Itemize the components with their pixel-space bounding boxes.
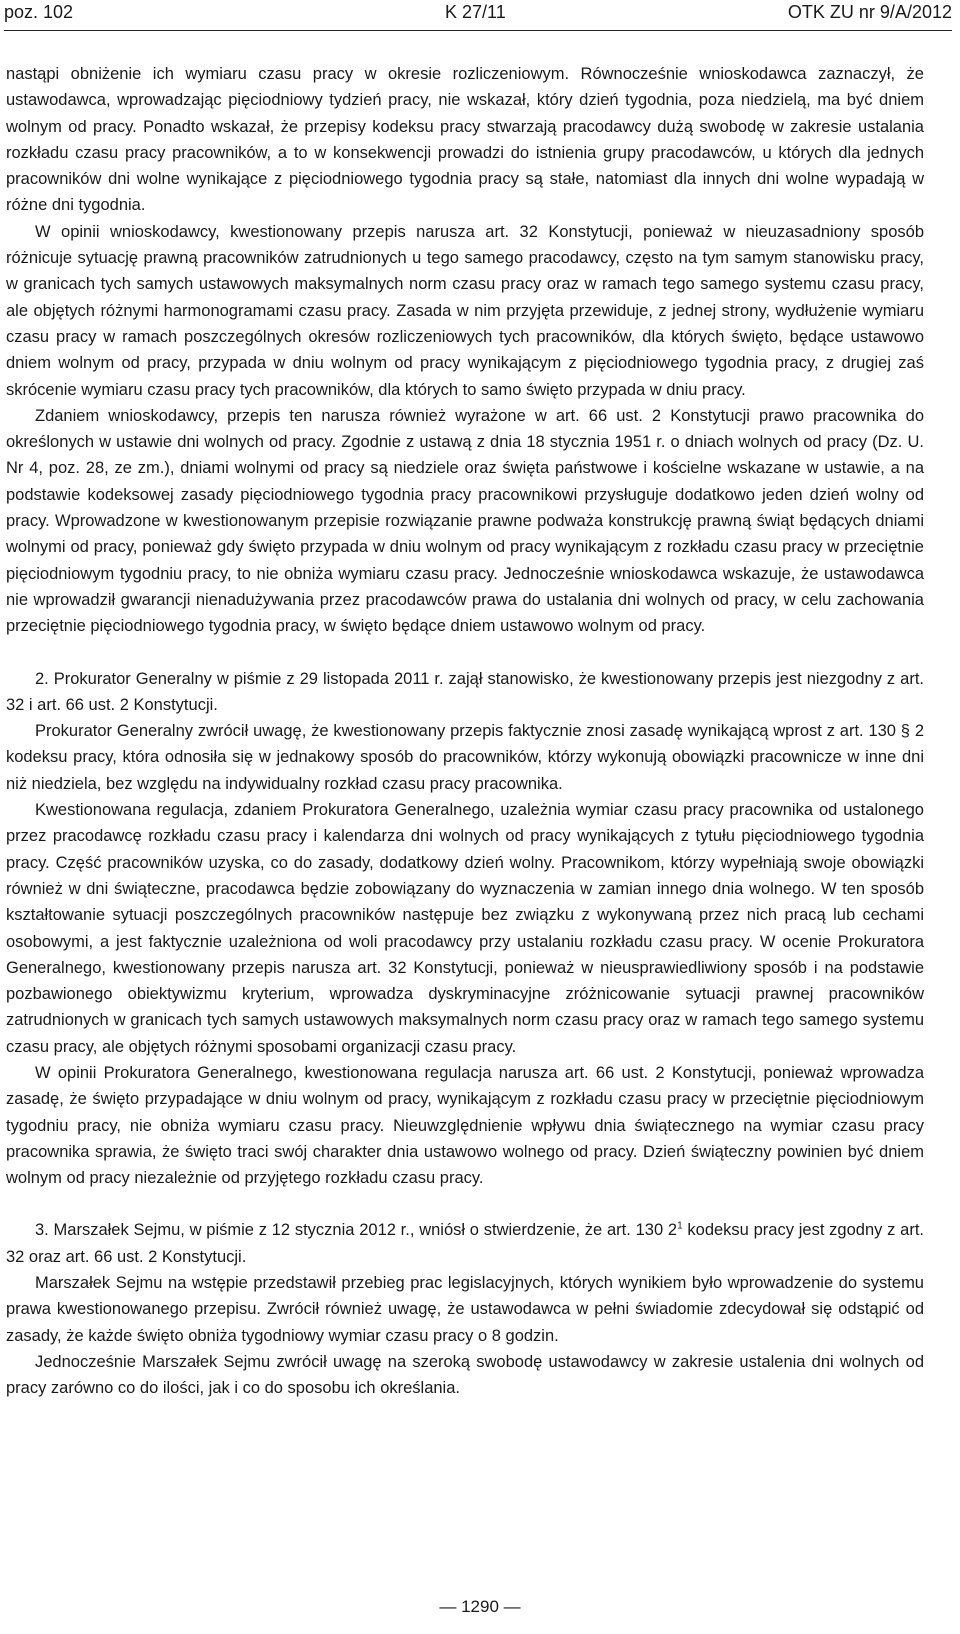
paragraph-9: Marszałek Sejmu na wstępie przedstawił przebieg prac legislacyjnych, których wynikiem było wprowadzenie do systemu prawa kwestionowanego przepisu. Zwrócił również uwagę, że ustawodawca w pełni świadomie zdecydował się odstąpić od zasady, że każde święto obniża tygodniowy wymiar czasu pracy o 8 godzin.: [6, 1274, 924, 1345]
document-body: [6, 61, 924, 1402]
section-gap: [6, 1191, 924, 1217]
paragraph-3: Zdaniem wnioskodawcy, przepis ten narusza również wyrażone w art. 66 ust. 2 Konstytucji prawo pracownika do określonych w ustawie dni wolnych od pracy. Zgodnie z ustawą z dnia 18 stycznia 1951 r. o dniach wolnych od pracy (Dz. U. Nr 4, poz. 28, ze zm.), dniami wolnymi od pracy są niedziele oraz święta państwowe i kościelne wskazane w ustawie, a na podstawie kodeksowej zasady pięciodniowego tygodnia pracy pracownikowi przysługuje dodatkowo jeden dzień wolny od pracy. Wprowadzone w kwestionowanym przepisie rozwiązanie prawne podważa konstrukcję prawną świąt będących dniami wolnymi od pracy, ponieważ gdy święto przypada w dniu wolnym od pracy wynikającym z rozkładu czasu pracy w przeciętnie pięciodniowym tygodniu pracy, to nie obniża wymiaru czasu pracy. Jednocześnie wnioskodawca wskazuje, że ustawodawca nie wprowadził gwarancji nienadużywania przez pracodawców prawa do ustalania dni wolnych od pracy, w celu zachowania przeciętnie pięciodniowego tygodnia pracy, w święto będące dniem ustawowo wolnym od pracy.: [6, 406, 924, 636]
paragraph-5: Prokurator Generalny zwrócił uwagę, że kwestionowany przepis faktycznie znosi zasadę wynikającą wprost z art. 130 § 2 kodeksu pracy, która odnosiła się w jednakowy sposób do pracowników, którzy wykonują obowiązki pracownicze w inne dni niż niedziela, bez względu na indywidualny rozkład czasu pracy pracownika.: [6, 722, 924, 793]
superscript: 1: [677, 1220, 683, 1232]
paragraph-1: nastąpi obniżenie ich wymiaru czasu pracy w okresie rozliczeniowym. Równocześnie wnioskodawca zaznaczył, że ustawodawca, wprowadzając pięciodniowy tydzień pracy, nie wskazał, który dzień tygodnia, poza niedzielą, ma być dniem wolnym od pracy. Ponadto wskazał, że przepisy kodeksu pracy stwarzają pracodawcy dużą swobodę w zakresie ustalania rozkładu czasu pracy pracowników, a to w konsekwencji prowadzi do istnienia grupy pracodawców, u których dla jednych pracowników dni wolne wynikające z pięciodniowego tygodnia pracy są stałe, natomiast dla innych dni wolne wypadają w różne dni tygodnia.: [6, 65, 924, 215]
journal-reference: OTK ZU nr 9/A/2012: [787, 2, 952, 22]
paragraph-8-text: 3. Marszałek Sejmu, w piśmie z 12 stycznia 2012 r., wniósł o stwierdzenie, że art. 130 2: [35, 1221, 678, 1240]
position-label: poz. 102: [4, 2, 74, 22]
paragraph-7: W opinii Prokuratora Generalnego, kwestionowana regulacja narusza art. 66 ust. 2 Konstytucji, ponieważ wprowadza zasadę, że święto przypadające w dniu wolnym od pracy, wynikającym z rozkładu czasu pracy w przeciętnie pięciodniowym tygodniu pracy, nie obniża wymiaru czasu pracy. Nieuwzględnienie wpływu dnia świątecznego na wymiar czasu pracy pracownika sprawia, że święto traci swój charakter dnia ustawowo wolnego od pracy. Dzień świąteczny powinien być dniem wolnym od pracy niezależnie od przyjętego rozkładu czasu pracy.: [6, 1063, 924, 1188]
paragraph-6: Kwestionowana regulacja, zdaniem Prokuratora Generalnego, uzależnia wymiar czasu pracy pracownika od ustalonego przez pracodawcę rozkładu czasu pracy i kalendarza dni wolnych od pracy wynikających z tytułu pięciodniowego tygodnia pracy. Część pracowników uzyska, co do zasady, dodatkowy dzień wolny. Pracownikom, którzy wypełniają swoje obowiązki również w dni świąteczne, pracodawca będzie zobowiązany do wyznaczenia w zamian innego dnia wolnego. W ten sposób kształtowanie sytuacji poszczególnych pracowników następuje bez związku z wykonywaną przez nich pracą lub cechami osobowymi, a jest faktycznie uzależniona od woli pracodawcy przy ustalaniu rozkładu czasu pracy. W ocenie Prokuratora Generalnego, kwestionowany przepis narusza art. 32 Konstytucji, ponieważ w nieusprawiedliwiony sposób i na podstawie pozbawionego obiektywizmu kryterium, wprowadza dyskryminacyjne zróżnicowanie sytuacji prawnej pracowników zatrudnionych w granicach tych samych ustawowych maksymalnych norm czasu pracy oraz w ramach tego samego systemu czasu pracy, ale objętych różnymi sposobami organizacji czasu pracy.: [6, 801, 924, 1056]
paragraph-4: 2. Prokurator Generalny w piśmie z 29 listopada 2011 r. zajął stanowisko, że kwestionowany przepis jest niezgodny z art. 32 i art. 66 ust. 2 Konstytucji.: [6, 669, 924, 714]
case-number: K 27/11: [445, 2, 506, 22]
section-gap: [6, 640, 924, 666]
paragraph-10: Jednocześnie Marszałek Sejmu zwrócił uwagę na szeroką swobodę ustawodawcy w zakresie ustalenia dni wolnych od pracy zarówno co do ilości, jak i co do sposobu ich określania.: [6, 1352, 924, 1398]
paragraph-2: W opinii wnioskodawcy, kwestionowany przepis narusza art. 32 Konstytucji, ponieważ w nieuzasadniony sposób różnicuje sytuację prawną pracowników zatrudnionych u tego samego pracodawcy, często na tym samym stanowisku pracy, w granicach tych samych ustawowych maksymalnych norm czasu pracy oraz w ramach tego samego systemu czasu pracy, ale objętych różnymi harmonogramami czasu pracy. Zasada w nim przyjęta przewiduje, z jednej strony, wydłużenie wymiaru czasu pracy w ramach poszczególnych okresów rozliczeniowych tych pracowników, dla których święto, będące ustawowo dniem wolnym od pracy, przypada w dniu wolnym od pracy wynikającym z pięciodniowego tygodnia pracy, z drugiej zaś skrócenie wymiaru czasu pracy tych pracowników, dla których to samo święto przypada w dniu pracy.: [6, 222, 924, 399]
header-rule: [4, 30, 952, 31]
paragraph-8: [6, 1217, 924, 1270]
page-number: — 1290 —: [439, 1597, 521, 1616]
page-header: [0, 0, 952, 30]
paragraph-8-rest: kodeksu pracy jest zgodny z art. 32 oraz art. 66 ust. 2 Konstytucji.: [6, 1221, 924, 1266]
